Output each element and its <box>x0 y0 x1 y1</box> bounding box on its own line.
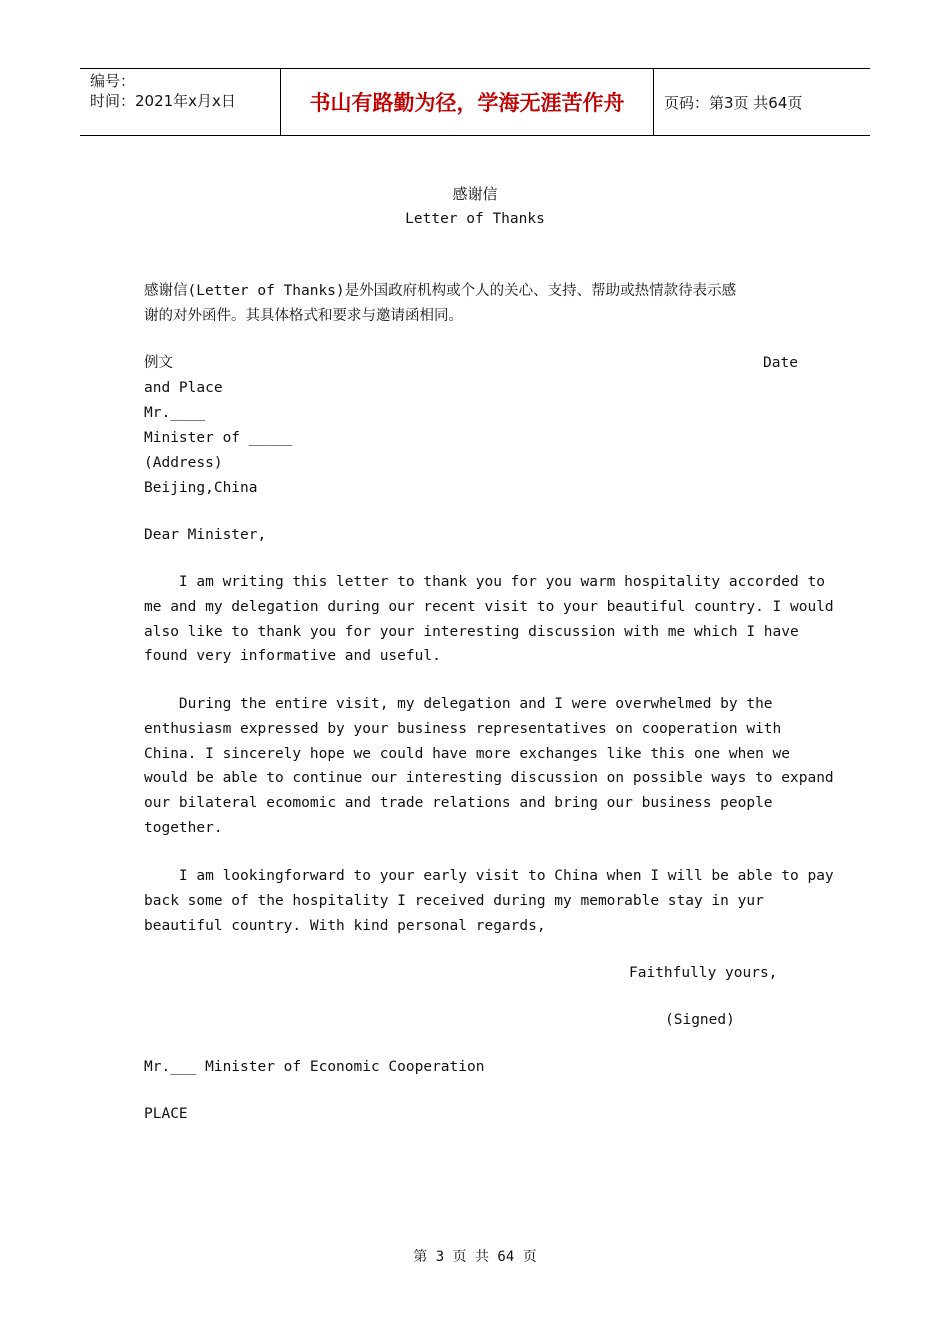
header-motto: 书山有路勤为径，学海无涯苦作舟 <box>281 69 654 135</box>
paragraph-line: I am lookingforward to your early visit to China when I will be able to pay <box>144 868 834 884</box>
paragraph-line: back some of the hospitality I received during my memorable stay in yur <box>144 892 764 909</box>
title-chinese: 感谢信 <box>452 185 498 203</box>
intro-line-1: 感谢信(Letter of Thanks)是外国政府机构或个人的关心、支持、帮助或热情款待表示感 <box>144 283 737 299</box>
header-page-code: 页码：第3页 共64页 <box>664 93 803 112</box>
paragraph-line: found very informative and useful. <box>144 648 441 665</box>
example-label: 例文 <box>144 355 173 371</box>
closing: Faithfully yours, <box>629 965 778 981</box>
header-meta <box>80 69 281 135</box>
title-english: Letter of Thanks <box>405 211 545 227</box>
signed-label: (Signed) <box>665 1012 735 1028</box>
salutation: Dear Minister, <box>144 527 267 543</box>
recipient-line: (Address) <box>144 455 223 471</box>
paragraph-line: China. I sincerely hope we could have more exchanges like this one when we <box>144 745 791 762</box>
letter-paragraph-3 <box>144 864 834 938</box>
page-footer: 第 3 页 共 64 页 <box>413 1249 537 1265</box>
place-label: PLACE <box>144 1106 188 1122</box>
paragraph-line: would be able to continue our interesting discussion on possible ways to expand <box>144 770 834 787</box>
page-header <box>80 68 870 136</box>
letter-paragraph-1 <box>144 570 834 669</box>
signature-line: Mr.___ Minister of Economic Cooperation <box>144 1059 485 1075</box>
paragraph-line: also like to thank you for your interesting discussion with me which I have <box>144 623 799 640</box>
paragraph-line: me and my delegation during our recent visit to your beautiful country. I would <box>144 598 834 615</box>
paragraph-line: enthusiasm expressed by your business representatives on cooperation with <box>144 720 782 737</box>
recipient-line: Mr.____ <box>144 405 206 421</box>
and-place-label: and Place <box>144 380 223 396</box>
paragraph-line: I am writing this letter to thank you for you warm hospitality accorded to <box>144 574 825 590</box>
date-label: Date <box>763 355 798 371</box>
recipient-line: Minister of _____ <box>144 430 293 446</box>
recipient-line: Beijing,China <box>144 480 258 496</box>
document-time-label: 时间：2021年x月x日 <box>90 92 236 110</box>
intro-line-2: 谢的对外函件。其具体格式和要求与邀请函相同。 <box>144 308 463 324</box>
paragraph-line: During the entire visit, my delegation and I were overwhelmed by the <box>144 696 773 712</box>
letter-paragraph-2 <box>144 692 834 841</box>
paragraph-line: beautiful country. With kind personal regards, <box>144 917 546 934</box>
paragraph-line: our bilateral ecomomic and trade relations and bring our business people <box>144 795 773 812</box>
paragraph-line: together. <box>144 819 223 836</box>
document-number-label: 编号： <box>90 72 136 90</box>
